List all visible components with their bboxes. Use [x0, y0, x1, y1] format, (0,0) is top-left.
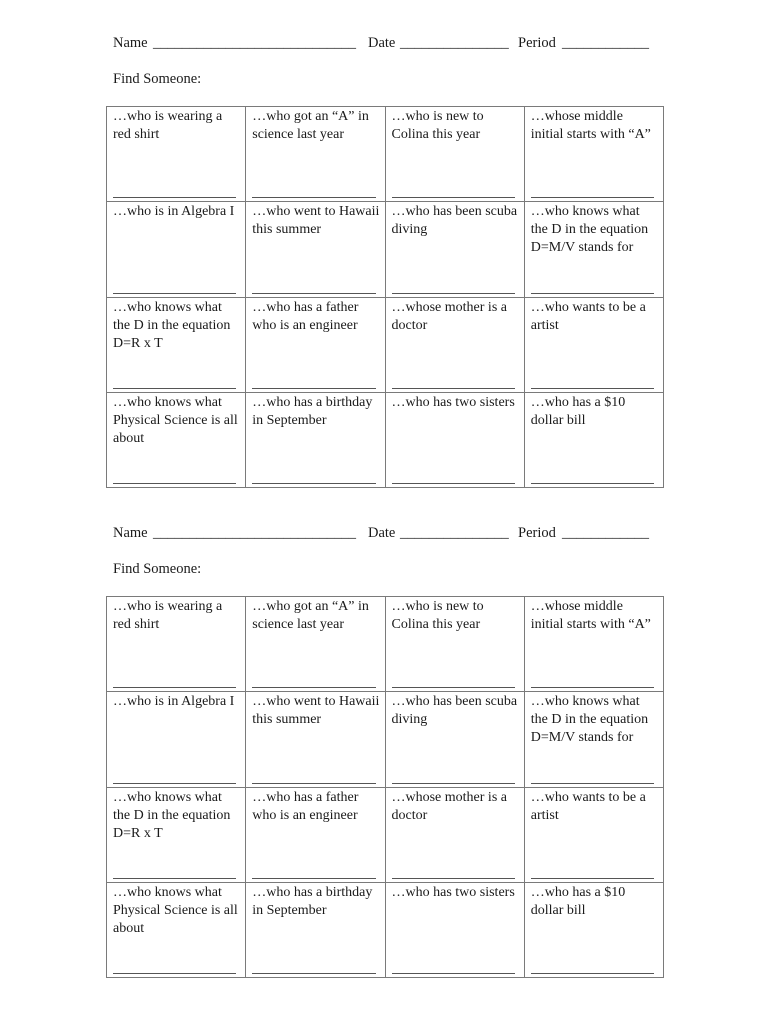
cell-prompt: …who knows what the D in the equation D=M/V stands for [530, 694, 649, 746]
cell-prompt: …who is in Algebra I [113, 694, 235, 710]
signature-line [531, 388, 654, 389]
period-line: ____________ [562, 525, 649, 541]
grid-row [107, 787, 664, 882]
name-label: Name [113, 525, 148, 541]
signature-line [392, 483, 515, 484]
find-someone-title: Find Someone: [113, 561, 202, 577]
cell-prompt: …whose mother is a doctor [391, 789, 507, 823]
signature-line [113, 483, 236, 484]
grid-cell [524, 392, 663, 487]
cell-prompt: …who has been scuba diving [391, 694, 518, 728]
date-label: Date [368, 525, 396, 541]
grid-cell [524, 597, 663, 692]
grid-cell [246, 692, 385, 787]
grid-row [107, 107, 664, 202]
signature-line [252, 687, 375, 688]
grid-row [107, 297, 664, 392]
bingo-grid [106, 596, 664, 978]
signature-line [392, 783, 515, 784]
grid-cell [246, 392, 385, 487]
period-label: Period [518, 525, 556, 541]
grid-cell [107, 597, 246, 692]
signature-line [531, 973, 654, 974]
grid-cell [246, 297, 385, 392]
grid-cell [107, 692, 246, 787]
signature-line [252, 197, 375, 198]
cell-prompt: …who knows what Physical Science is all about [113, 394, 238, 446]
name-line: ____________________________ [153, 35, 356, 51]
grid-cell [107, 297, 246, 392]
grid-cell [107, 202, 246, 297]
grid-cell [107, 787, 246, 882]
grid-cell [385, 787, 524, 882]
signature-line [252, 293, 375, 294]
cell-prompt: …who wants to be a artist [530, 299, 646, 333]
bingo-grid [106, 106, 664, 488]
grid-cell [107, 392, 246, 487]
grid-cell [107, 882, 246, 977]
grid-row [107, 202, 664, 297]
cell-prompt: …who knows what the D in the equation D=M/V stands for [530, 204, 649, 256]
cell-prompt: …who has two sisters [391, 394, 515, 410]
signature-line [252, 783, 375, 784]
signature-line [113, 388, 236, 389]
cell-prompt: …who went to Hawaii this summer [252, 694, 380, 728]
signature-line [392, 687, 515, 688]
signature-line [252, 388, 375, 389]
cell-prompt: …who got an “A” in science last year [252, 599, 369, 632]
cell-prompt: …whose middle initial starts with “A” [530, 109, 651, 142]
cell-prompt: …who has a $10 dollar bill [530, 394, 626, 428]
grid-cell [385, 202, 524, 297]
signature-line [392, 973, 515, 974]
grid-row [107, 882, 664, 977]
signature-line [113, 973, 236, 974]
name-line: ____________________________ [153, 525, 356, 541]
cell-prompt: …who has a $10 dollar bill [530, 884, 626, 918]
cell-prompt: …who got an “A” in science last year [252, 109, 369, 142]
signature-line [392, 878, 515, 879]
grid-cell [524, 787, 663, 882]
grid-cell [524, 882, 663, 977]
signature-line [392, 197, 515, 198]
signature-line [531, 783, 654, 784]
grid-cell [385, 692, 524, 787]
signature-line [252, 878, 375, 879]
cell-prompt: …who knows what Physical Science is all about [113, 884, 238, 936]
grid-cell [246, 202, 385, 297]
signature-line [113, 878, 236, 879]
cell-prompt: …whose middle initial starts with “A” [530, 599, 651, 632]
cell-prompt: …who has been scuba diving [391, 204, 518, 238]
grid-cell [524, 107, 663, 202]
cell-prompt: …who is wearing a red shirt [113, 599, 223, 632]
grid-cell [246, 597, 385, 692]
signature-line [392, 293, 515, 294]
date-label: Date [368, 35, 396, 51]
cell-prompt: …who is new to Colina this year [391, 109, 484, 142]
find-someone-title: Find Someone: [113, 71, 202, 87]
period-label: Period [518, 35, 556, 51]
grid-cell [524, 692, 663, 787]
cell-prompt: …whose mother is a doctor [391, 299, 507, 333]
signature-line [531, 878, 654, 879]
cell-prompt: …who has a father who is an engineer [252, 299, 359, 333]
cell-prompt: …who knows what the D in the equation D=R x T [113, 789, 231, 841]
grid-cell [385, 107, 524, 202]
grid-cell [246, 787, 385, 882]
cell-prompt: …who is wearing a red shirt [113, 109, 223, 142]
cell-prompt: …who is new to Colina this year [391, 599, 484, 632]
cell-prompt: …who has two sisters [391, 884, 515, 900]
grid-cell [385, 597, 524, 692]
cell-prompt: …who went to Hawaii this summer [252, 204, 380, 238]
grid-cell [524, 297, 663, 392]
signature-line [113, 783, 236, 784]
date-line: _______________ [400, 35, 509, 51]
grid-row [107, 597, 664, 692]
signature-line [113, 293, 236, 294]
signature-line [113, 197, 236, 198]
grid-cell [385, 297, 524, 392]
grid-row [107, 692, 664, 787]
signature-line [531, 687, 654, 688]
period-line: ____________ [562, 35, 649, 51]
cell-prompt: …who wants to be a artist [530, 789, 646, 823]
cell-prompt: …who knows what the D in the equation D=R x T [113, 299, 231, 351]
grid-cell [524, 202, 663, 297]
cell-prompt: …who is in Algebra I [113, 204, 235, 220]
grid-row [107, 392, 664, 487]
grid-cell [246, 882, 385, 977]
name-label: Name [113, 35, 148, 51]
signature-line [392, 388, 515, 389]
signature-line [113, 687, 236, 688]
grid-cell [246, 107, 385, 202]
signature-line [252, 973, 375, 974]
cell-prompt: …who has a birthday in September [252, 884, 373, 918]
signature-line [531, 293, 654, 294]
grid-cell [385, 882, 524, 977]
cell-prompt: …who has a father who is an engineer [252, 789, 359, 823]
date-line: _______________ [400, 525, 509, 541]
signature-line [252, 483, 375, 484]
grid-cell [107, 107, 246, 202]
signature-line [531, 197, 654, 198]
cell-prompt: …who has a birthday in September [252, 394, 373, 428]
signature-line [531, 483, 654, 484]
grid-cell [385, 392, 524, 487]
